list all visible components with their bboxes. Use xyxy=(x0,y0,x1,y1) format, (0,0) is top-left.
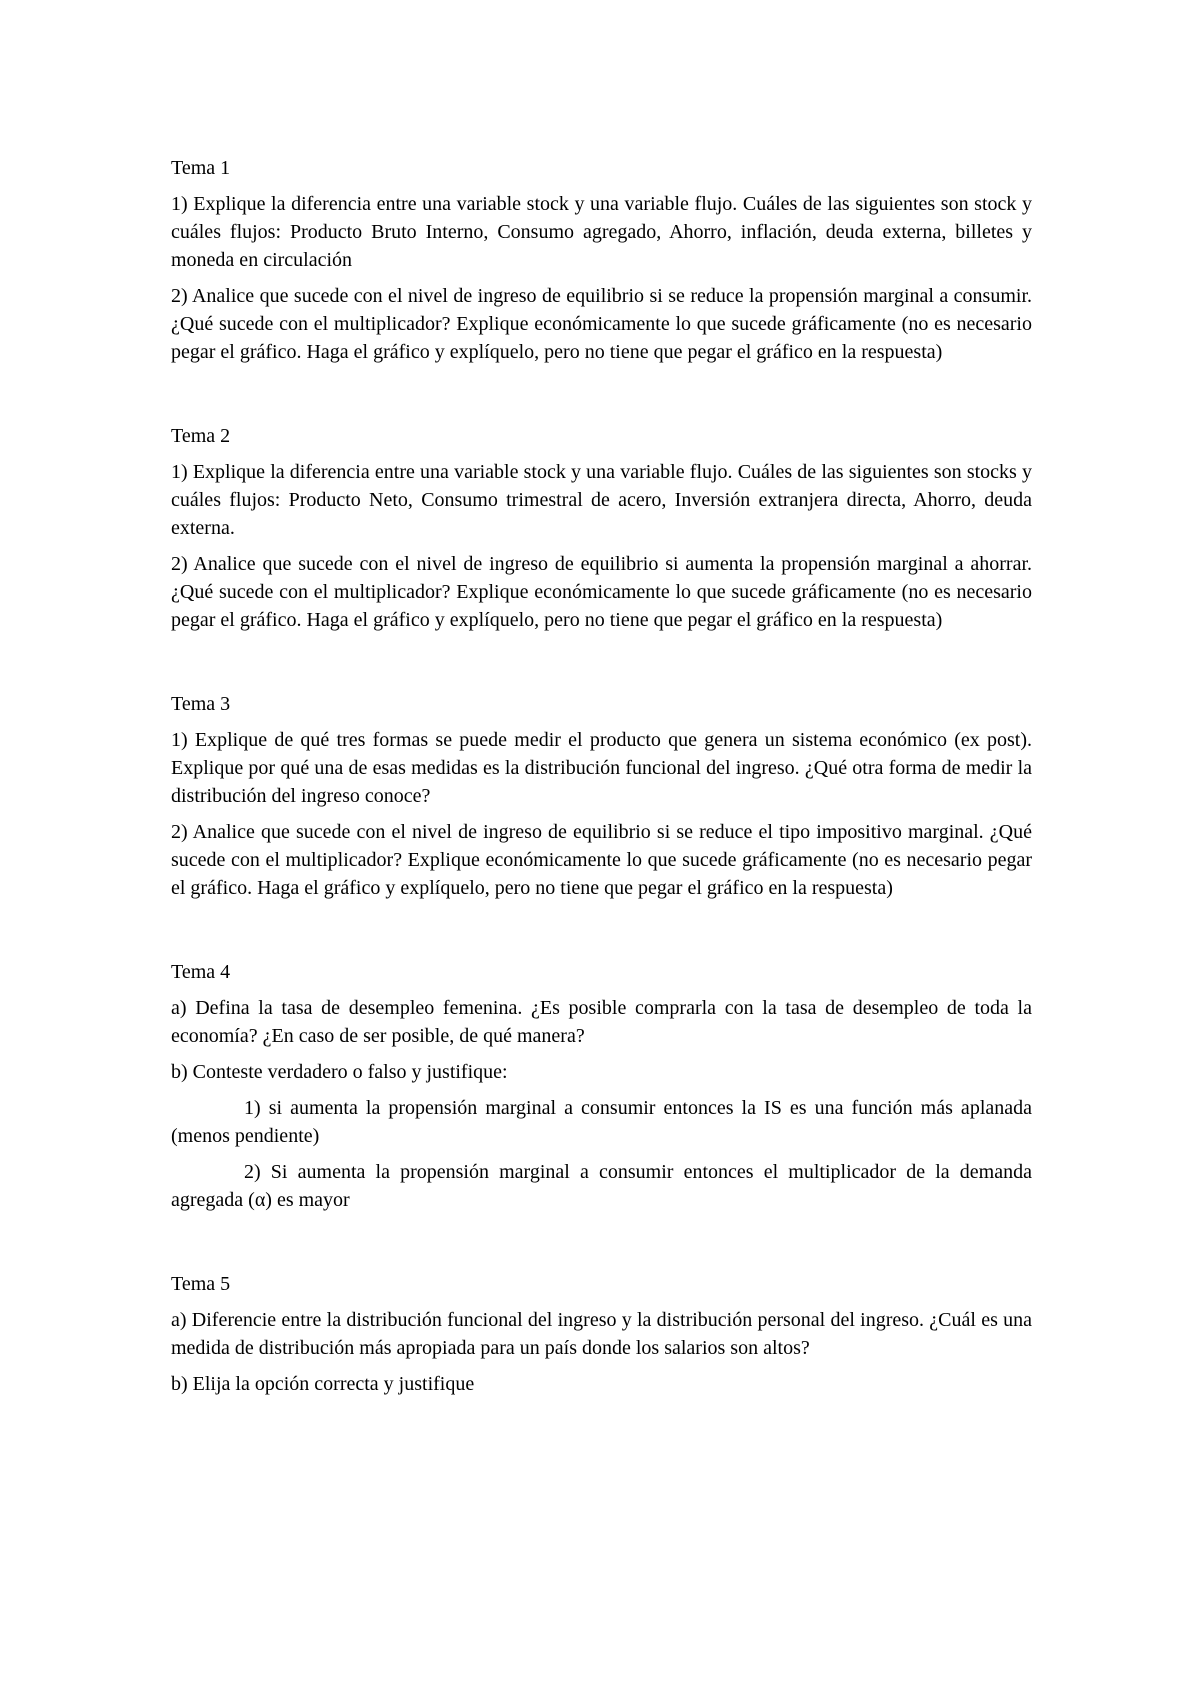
tema-title: Tema 5 xyxy=(171,1273,231,1295)
sub-question-paragraph: 2) Si aumenta la propensión marginal a consumir entonces el multiplicador de la demanda agregada (α) es mayor xyxy=(171,1161,1032,1211)
section-spacer xyxy=(171,1222,1032,1270)
question-paragraph: a) Defina la tasa de desempleo femenina. ¿Es posible comprarla con la tasa de desempleo de toda la economía? ¿En caso de ser posible, de qué manera? xyxy=(171,997,1032,1047)
tema-1 xyxy=(171,154,1032,366)
sub-question-paragraph: 1) si aumenta la propensión marginal a consumir entonces la IS es una función más aplanada (menos pendiente) xyxy=(171,1097,1032,1147)
tema-title: Tema 4 xyxy=(171,961,231,983)
tema-title: Tema 3 xyxy=(171,693,231,715)
question-paragraph: 1) Explique la diferencia entre una variable stock y una variable flujo. Cuáles de las siguientes son stock y cuáles flujos: Producto Bruto Interno, Consumo agregado, Ahorro, inflación, deuda externa, billetes y moneda en circulación xyxy=(171,193,1032,271)
question-paragraph: 1) Explique de qué tres formas se puede medir el producto que genera un sistema económico (ex post). Explique por qué una de esas medidas es la distribución funcional del ingreso. ¿Qué otra forma de medir la distribución del ingreso conoce? xyxy=(171,729,1032,807)
tema-2 xyxy=(171,422,1032,634)
tema-title: Tema 2 xyxy=(171,425,231,447)
question-paragraph: a) Diferencie entre la distribución funcional del ingreso y la distribución personal del ingreso. ¿Cuál es una medida de distribución más apropiada para un país donde los salarios son altos? xyxy=(171,1309,1032,1359)
tema-4 xyxy=(171,958,1032,1214)
question-paragraph: b) Conteste verdadero o falso y justifique: xyxy=(171,1061,508,1083)
document-page xyxy=(171,154,1032,1406)
question-paragraph: b) Elija la opción correcta y justifique xyxy=(171,1373,475,1395)
question-paragraph: 1) Explique la diferencia entre una variable stock y una variable flujo. Cuáles de las siguientes son stocks y cuáles flujos: Producto Neto, Consumo trimestral de acero, Inversión extranjera directa, Ahorro, deuda externa. xyxy=(171,461,1032,539)
tema-title: Tema 1 xyxy=(171,157,231,179)
question-paragraph: 2) Analice que sucede con el nivel de ingreso de equilibrio si aumenta la propensión marginal a ahorrar. ¿Qué sucede con el multiplicador? Explique económicamente lo que sucede gráficamente (no es necesario pegar el gráfico. Haga el gráfico y explíquelo, pero no tiene que pegar el gráfico en la respuesta) xyxy=(171,553,1032,631)
tema-3 xyxy=(171,690,1032,902)
question-paragraph: 2) Analice que sucede con el nivel de ingreso de equilibrio si se reduce la propensión marginal a consumir. ¿Qué sucede con el multiplicador? Explique económicamente lo que sucede gráficamente (no es necesario pegar el gráfico. Haga el gráfico y explíquelo, pero no tiene que pegar el gráfico en la respuesta) xyxy=(171,285,1032,363)
section-spacer xyxy=(171,642,1032,690)
section-spacer xyxy=(171,374,1032,422)
question-paragraph: 2) Analice que sucede con el nivel de ingreso de equilibrio si se reduce el tipo impositivo marginal. ¿Qué sucede con el multiplicador? Explique económicamente lo que sucede gráficamente (no es necesario pegar el gráfico. Haga el gráfico y explíquelo, pero no tiene que pegar el gráfico en la respuesta) xyxy=(171,821,1032,899)
tema-5 xyxy=(171,1270,1032,1398)
section-spacer xyxy=(171,910,1032,958)
